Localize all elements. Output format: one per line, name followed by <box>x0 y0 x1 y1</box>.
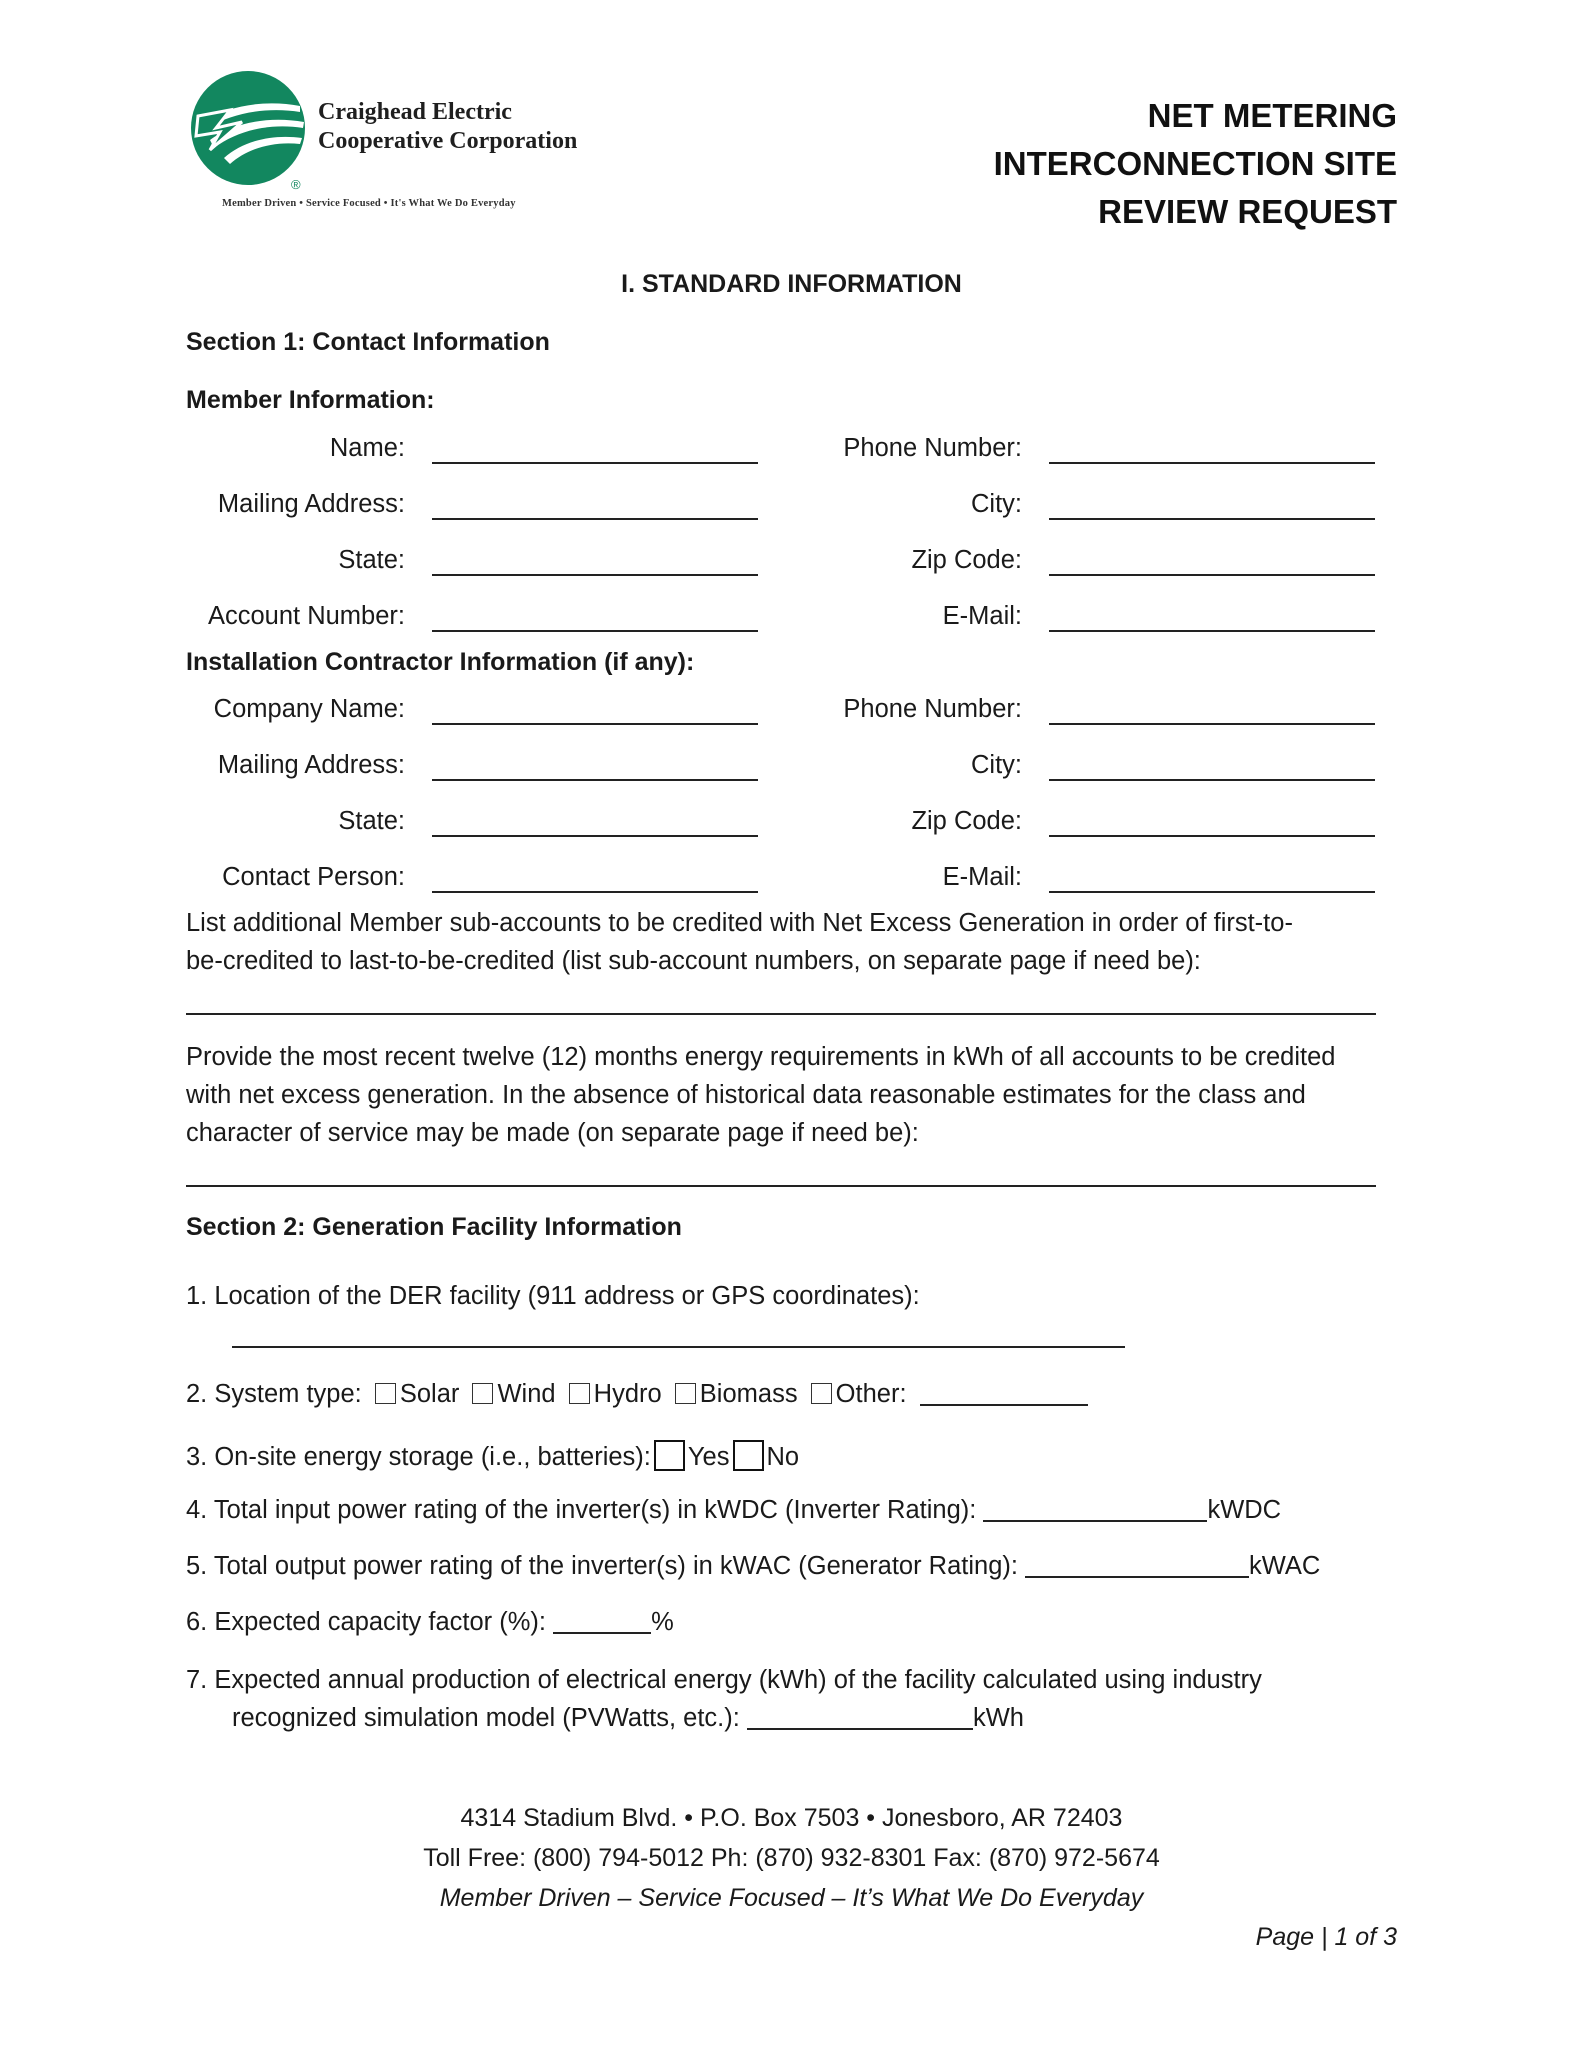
title-line2: INTERCONNECTION SITE <box>993 145 1397 182</box>
org-name <box>318 98 577 156</box>
q7-line2: recognized simulation model (PVWatts, etc.): <box>232 1704 740 1732</box>
section1-heading: Section 1: Contact Information <box>186 328 550 356</box>
title-line3: REVIEW REQUEST <box>1098 193 1397 230</box>
other-field[interactable] <box>920 1382 1088 1406</box>
contractor-phone-field[interactable] <box>1049 723 1375 725</box>
other-label: Other: <box>835 1380 907 1408</box>
q6-label: 6. Expected capacity factor (%): <box>186 1608 546 1636</box>
contractor-contact-field[interactable] <box>432 891 758 893</box>
q1-label: 1. Location of the DER facility (911 address or GPS coordinates): <box>186 1282 920 1310</box>
member-zip-label: Zip Code: <box>911 546 1022 574</box>
member-state-label: State: <box>338 546 405 574</box>
q1-field[interactable] <box>232 1346 1125 1348</box>
storage-yes-checkbox[interactable] <box>654 1440 685 1471</box>
footer <box>0 1798 1583 1918</box>
contractor-info-heading: Installation Contractor Information (if any): <box>186 648 695 676</box>
contractor-state-label: State: <box>338 807 405 835</box>
subaccounts-instructions <box>186 904 1381 980</box>
member-account-field[interactable] <box>432 630 758 632</box>
solar-checkbox[interactable] <box>375 1383 396 1404</box>
hydro-label: Hydro <box>593 1380 662 1408</box>
footer-phones: Toll Free: (800) 794-5012 Ph: (870) 932-8301 Fax: (870) 972-5674 <box>423 1844 1160 1872</box>
annual-production-field[interactable] <box>747 1706 973 1730</box>
storage-no-label: No <box>766 1443 800 1471</box>
energy-line2: with net excess generation. In the absence of historical data reasonable estimates for the class and <box>186 1081 1306 1109</box>
storage-yes-label: Yes <box>687 1443 730 1471</box>
contractor-company-field[interactable] <box>432 723 758 725</box>
contractor-zip-label: Zip Code: <box>911 807 1022 835</box>
energy-line3: character of service may be made (on separate page if need be): <box>186 1119 919 1147</box>
subaccounts-line2: be-credited to last-to-be-credited (list sub-account numbers, on separate page if need be): <box>186 947 1201 975</box>
member-city-label: City: <box>971 490 1022 518</box>
q4-unit: kWDC <box>1207 1496 1282 1524</box>
storage-no-checkbox[interactable] <box>733 1440 764 1471</box>
capacity-factor-field[interactable] <box>553 1610 651 1634</box>
energy-instructions <box>186 1038 1381 1152</box>
biomass-checkbox[interactable] <box>675 1383 696 1404</box>
member-phone-label: Phone Number: <box>843 434 1022 462</box>
q7-unit: kWh <box>972 1704 1024 1732</box>
hydro-checkbox[interactable] <box>569 1383 590 1404</box>
wind-label: Wind <box>497 1380 556 1408</box>
q6-unit: % <box>651 1608 674 1636</box>
q2-row <box>186 1380 1088 1409</box>
energy-field[interactable] <box>186 1185 1376 1187</box>
contractor-email-label: E-Mail: <box>942 863 1022 891</box>
member-name-field[interactable] <box>432 462 758 464</box>
contractor-company-label: Company Name: <box>213 695 405 723</box>
logo-emblem-icon <box>190 70 310 190</box>
energy-line1: Provide the most recent twelve (12) months energy requirements in kWh of all accounts to be credited <box>186 1043 1336 1071</box>
member-mailing-field[interactable] <box>432 518 758 520</box>
q6-row <box>186 1608 674 1637</box>
inverter-rating-field[interactable] <box>983 1498 1207 1522</box>
page-number: Page | 1 of 3 <box>1255 1923 1397 1951</box>
wind-checkbox[interactable] <box>472 1383 493 1404</box>
contractor-email-field[interactable] <box>1049 891 1375 893</box>
q3-row <box>186 1440 799 1472</box>
member-email-label: E-Mail: <box>942 602 1022 630</box>
member-state-field[interactable] <box>432 574 758 576</box>
q3-label: 3. On-site energy storage (i.e., batteries): <box>186 1443 651 1471</box>
other-checkbox[interactable] <box>811 1383 832 1404</box>
org-tagline: Member Driven • Service Focused • It's What We Do Everyday <box>222 198 516 209</box>
q7-line1: 7. Expected annual production of electrical energy (kWh) of the facility calculated using industry <box>186 1666 1262 1694</box>
footer-address: 4314 Stadium Blvd. • P.O. Box 7503 • Jonesboro, AR 72403 <box>460 1804 1123 1832</box>
registered-mark: ® <box>291 177 301 192</box>
q5-row <box>186 1552 1320 1581</box>
member-phone-field[interactable] <box>1049 462 1375 464</box>
subaccounts-field[interactable] <box>186 1013 1376 1015</box>
member-mailing-label: Mailing Address: <box>217 490 405 518</box>
q5-label: 5. Total output power rating of the inverter(s) in kWAC (Generator Rating): <box>186 1552 1018 1580</box>
q4-row <box>186 1496 1281 1525</box>
part-heading: I. STANDARD INFORMATION <box>621 270 962 298</box>
q5-unit: kWAC <box>1249 1552 1321 1580</box>
section2-heading: Section 2: Generation Facility Information <box>186 1213 682 1241</box>
contractor-city-field[interactable] <box>1049 779 1375 781</box>
q4-label: 4. Total input power rating of the inverter(s) in kWDC (Inverter Rating): <box>186 1496 977 1524</box>
member-zip-field[interactable] <box>1049 574 1375 576</box>
q7-row <box>232 1704 1024 1733</box>
title-line1: NET METERING <box>1147 97 1397 134</box>
member-city-field[interactable] <box>1049 518 1375 520</box>
biomass-label: Biomass <box>699 1380 798 1408</box>
member-email-field[interactable] <box>1049 630 1375 632</box>
solar-label: Solar <box>399 1380 460 1408</box>
contractor-contact-label: Contact Person: <box>222 863 405 891</box>
org-name-line2: Cooperative Corporation <box>318 128 578 154</box>
contractor-mailing-label: Mailing Address: <box>217 751 405 779</box>
contractor-phone-label: Phone Number: <box>843 695 1022 723</box>
generator-rating-field[interactable] <box>1025 1554 1249 1578</box>
footer-motto: Member Driven – Service Focused – It’s What We Do Everyday <box>439 1884 1144 1912</box>
q2-label: 2. System type: <box>186 1380 362 1408</box>
contractor-state-field[interactable] <box>432 835 758 837</box>
member-info-heading: Member Information: <box>186 386 435 414</box>
subaccounts-line1: List additional Member sub-accounts to be credited with Net Excess Generation in order of first-to- <box>186 909 1293 937</box>
contractor-city-label: City: <box>971 751 1022 779</box>
org-logo <box>190 70 590 220</box>
document-title <box>994 92 1397 236</box>
member-name-label: Name: <box>329 434 405 462</box>
member-account-label: Account Number: <box>207 602 405 630</box>
contractor-mailing-field[interactable] <box>432 779 758 781</box>
contractor-zip-field[interactable] <box>1049 835 1375 837</box>
org-name-line1: Craighead Electric <box>318 99 512 125</box>
